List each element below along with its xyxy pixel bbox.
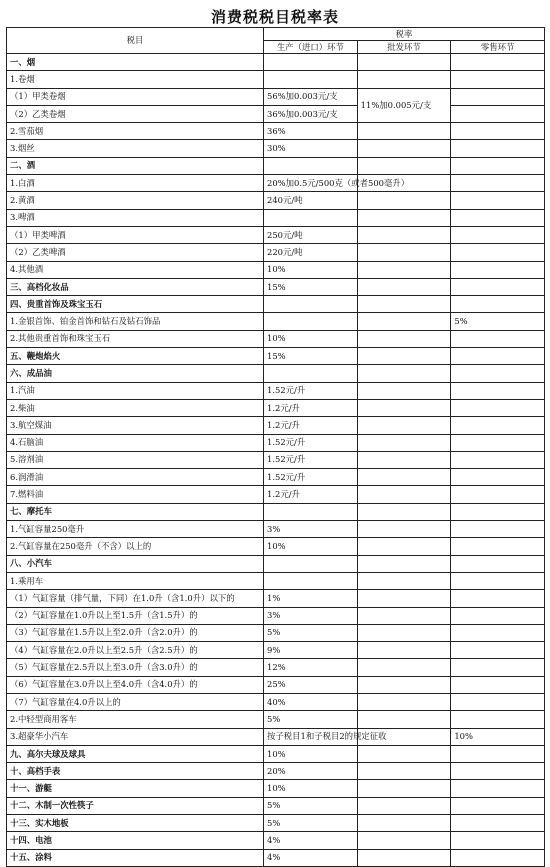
- retail-rate-cell: [451, 832, 545, 849]
- production-rate-cell: 4%: [264, 832, 358, 849]
- retail-rate-cell: [451, 590, 545, 607]
- tax-item-cell: 1.汽油: [7, 382, 264, 399]
- retail-rate-cell: [451, 797, 545, 814]
- wholesale-rate-cell: [357, 624, 451, 641]
- production-rate-cell: 10%: [264, 780, 358, 797]
- table-row: [7, 607, 545, 624]
- table-row: [7, 399, 545, 416]
- tax-item-cell: （1）甲类卷烟: [7, 88, 264, 105]
- production-rate-cell: 30%: [264, 140, 358, 157]
- table-row: [7, 780, 545, 797]
- tax-item-cell: 1.乘用车: [7, 572, 264, 589]
- wholesale-rate-cell: [357, 365, 451, 382]
- wholesale-rate-cell: [357, 503, 451, 520]
- table-row: [7, 521, 545, 538]
- retail-rate-cell: [451, 175, 545, 192]
- tax-item-cell: 1.卷烟: [7, 71, 264, 88]
- table-row: [7, 348, 545, 365]
- wholesale-rate-cell: [357, 261, 451, 278]
- retail-rate-cell: [451, 469, 545, 486]
- tax-item-cell: （1）甲类啤酒: [7, 226, 264, 243]
- production-rate-cell: 1.2元/升: [264, 399, 358, 416]
- retail-rate-cell: [451, 780, 545, 797]
- production-rate-cell: 5%: [264, 815, 358, 832]
- tax-item-cell: 3.烟丝: [7, 140, 264, 157]
- table-row: [7, 555, 545, 572]
- table-row: [7, 313, 545, 330]
- production-rate-cell: 25%: [264, 676, 358, 693]
- tax-item-cell: 2.气缸容量在250毫升（不含）以上的: [7, 538, 264, 555]
- tax-item-cell: （4）气缸容量在2.0升以上至2.5升（含2.5升）的: [7, 642, 264, 659]
- production-rate-cell: 1.52元/升: [264, 451, 358, 468]
- table-row: [7, 417, 545, 434]
- table-row: [7, 486, 545, 503]
- table-row: [7, 105, 545, 122]
- retail-rate-cell: [451, 607, 545, 624]
- tax-item-cell: 4.石脑油: [7, 434, 264, 451]
- production-rate-cell: 5%: [264, 711, 358, 728]
- production-rate-cell: 15%: [264, 278, 358, 295]
- table-row: [7, 244, 545, 261]
- wholesale-rate-cell: [357, 555, 451, 572]
- wholesale-rate-cell: [357, 140, 451, 157]
- table-row: [7, 693, 545, 710]
- production-rate-cell: 220元/吨: [264, 244, 358, 261]
- wholesale-rate-cell: [357, 54, 451, 71]
- production-rate-cell: 5%: [264, 797, 358, 814]
- table-row: [7, 676, 545, 693]
- retail-rate-cell: [451, 745, 545, 762]
- table-row: [7, 763, 545, 780]
- tax-item-cell: （5）气缸容量在2.5升以上至3.0升（含3.0升）的: [7, 659, 264, 676]
- wholesale-rate-cell: [357, 451, 451, 468]
- tax-item-cell: 1.金银首饰、铂金首饰和钻石及钻石饰品: [7, 313, 264, 330]
- table-row: [7, 157, 545, 174]
- wholesale-rate-cell: [357, 71, 451, 88]
- production-rate-cell: [264, 313, 358, 330]
- retail-rate-cell: [451, 434, 545, 451]
- retail-rate-cell: [451, 140, 545, 157]
- tax-item-cell: 八、小汽车: [7, 555, 264, 572]
- tax-item-cell: 7.燃料油: [7, 486, 264, 503]
- table-row: [7, 88, 545, 105]
- page-title: 消费税税目税率表: [210, 8, 339, 26]
- production-rate-cell: 5%: [264, 624, 358, 641]
- retail-rate-cell: [451, 192, 545, 209]
- wholesale-rate-cell: [357, 607, 451, 624]
- retail-rate-cell: [451, 123, 545, 140]
- tax-item-cell: 十五、涂料: [7, 849, 264, 866]
- retail-rate-cell: [451, 659, 545, 676]
- production-rate-cell: [264, 503, 358, 520]
- tax-item-cell: 十四、电池: [7, 832, 264, 849]
- retail-rate-cell: [451, 503, 545, 520]
- retail-rate-cell: [451, 157, 545, 174]
- tax-item-cell: 4.其他酒: [7, 261, 264, 278]
- retail-rate-cell: [451, 88, 545, 105]
- wholesale-rate-cell: [357, 192, 451, 209]
- table-row: [7, 849, 545, 866]
- retail-rate-cell: [451, 261, 545, 278]
- table-row: [7, 71, 545, 88]
- wholesale-rate-cell: [357, 330, 451, 347]
- tax-item-cell: 一、烟: [7, 54, 264, 71]
- table-row: [7, 140, 545, 157]
- wholesale-rate-cell: [357, 244, 451, 261]
- retail-rate-cell: [451, 296, 545, 313]
- table-row: [7, 278, 545, 295]
- wholesale-rate-cell: [357, 157, 451, 174]
- production-rate-cell: 10%: [264, 745, 358, 762]
- production-rate-cell: 3%: [264, 607, 358, 624]
- table-row: [7, 226, 545, 243]
- table-row: [7, 123, 545, 140]
- table-row: [7, 209, 545, 226]
- header-item: 税目: [7, 28, 264, 54]
- tax-item-cell: 2.柴油: [7, 399, 264, 416]
- retail-rate-cell: [451, 624, 545, 641]
- tax-item-cell: 2.黄酒: [7, 192, 264, 209]
- table-row: [7, 54, 545, 71]
- production-rate-cell: 1.2元/升: [264, 486, 358, 503]
- table-row: [7, 659, 545, 676]
- wholesale-rate-cell: [357, 832, 451, 849]
- wholesale-rate-cell: [357, 296, 451, 313]
- table-row: [7, 192, 545, 209]
- table-row: [7, 503, 545, 520]
- tax-item-cell: 6.润滑油: [7, 469, 264, 486]
- retail-rate-cell: [451, 676, 545, 693]
- table-row: [7, 832, 545, 849]
- tax-item-cell: （1）气缸容量（排气量，下同）在1.0升（含1.0升）以下的: [7, 590, 264, 607]
- table-row: [7, 296, 545, 313]
- retail-rate-cell: [451, 278, 545, 295]
- table-header-row-1: [7, 28, 545, 41]
- tax-rate-table: [6, 27, 545, 867]
- production-rate-cell: [264, 555, 358, 572]
- wholesale-rate-cell: [357, 590, 451, 607]
- tax-item-cell: 5.溶剂油: [7, 451, 264, 468]
- retail-rate-cell: [451, 521, 545, 538]
- production-rate-cell: [264, 157, 358, 174]
- production-rate-cell: 1.52元/升: [264, 382, 358, 399]
- retail-rate-cell: [451, 572, 545, 589]
- tax-item-cell: 十、高档手表: [7, 763, 264, 780]
- wholesale-rate-cell: [357, 763, 451, 780]
- production-rate-cell: 240元/吨: [264, 192, 358, 209]
- tax-item-cell: 九、高尔夫球及球具: [7, 745, 264, 762]
- tax-item-cell: 3.啤酒: [7, 209, 264, 226]
- retail-rate-cell: [451, 451, 545, 468]
- production-rate-cell: 250元/吨: [264, 226, 358, 243]
- production-rate-cell: 按子税目1和子税目2的规定征收: [264, 728, 358, 745]
- wholesale-rate-cell: [357, 209, 451, 226]
- wholesale-rate-cell: [357, 382, 451, 399]
- production-rate-cell: 20%: [264, 763, 358, 780]
- table-row: [7, 261, 545, 278]
- tax-item-cell: 2.其他贵重首饰和珠宝玉石: [7, 330, 264, 347]
- wholesale-rate-cell: 11%加0.005元/支: [357, 88, 451, 123]
- production-rate-cell: 40%: [264, 693, 358, 710]
- retail-rate-cell: [451, 348, 545, 365]
- production-rate-cell: 1%: [264, 590, 358, 607]
- retail-rate-cell: [451, 71, 545, 88]
- production-rate-cell: [264, 296, 358, 313]
- tax-item-cell: （6）气缸容量在3.0升以上至4.0升（含4.0升）的: [7, 676, 264, 693]
- tax-item-cell: 1.白酒: [7, 175, 264, 192]
- wholesale-rate-cell: [357, 642, 451, 659]
- retail-rate-cell: [451, 711, 545, 728]
- table-row: [7, 624, 545, 641]
- tax-item-cell: 2.中轻型商用客车: [7, 711, 264, 728]
- table-row: [7, 538, 545, 555]
- retail-rate-cell: [451, 209, 545, 226]
- header-retail: 零售环节: [451, 41, 545, 54]
- wholesale-rate-cell: [357, 538, 451, 555]
- tax-item-cell: 3.航空煤油: [7, 417, 264, 434]
- table-row: [7, 330, 545, 347]
- retail-rate-cell: [451, 849, 545, 866]
- production-rate-cell: 10%: [264, 538, 358, 555]
- production-rate-cell: 15%: [264, 348, 358, 365]
- tax-item-cell: 五、鞭炮焰火: [7, 348, 264, 365]
- retail-rate-cell: [451, 105, 545, 122]
- retail-rate-cell: [451, 226, 545, 243]
- tax-item-cell: 十一、游艇: [7, 780, 264, 797]
- wholesale-rate-cell: [357, 348, 451, 365]
- table-row: [7, 382, 545, 399]
- retail-rate-cell: 5%: [451, 313, 545, 330]
- production-rate-cell: 10%: [264, 330, 358, 347]
- production-rate-cell: [264, 572, 358, 589]
- tax-item-cell: 1.气缸容量250毫升: [7, 521, 264, 538]
- wholesale-rate-cell: [357, 123, 451, 140]
- production-rate-cell: 56%加0.003元/支: [264, 88, 358, 105]
- table-row: [7, 434, 545, 451]
- tax-item-cell: 十三、实木地板: [7, 815, 264, 832]
- wholesale-rate-cell: [357, 521, 451, 538]
- tax-item-cell: 六、成品油: [7, 365, 264, 382]
- tax-item-cell: 二、酒: [7, 157, 264, 174]
- wholesale-rate-cell: [357, 849, 451, 866]
- retail-rate-cell: 10%: [451, 728, 545, 745]
- table-row: [7, 175, 545, 192]
- production-rate-cell: 10%: [264, 261, 358, 278]
- retail-rate-cell: [451, 54, 545, 71]
- wholesale-rate-cell: [357, 780, 451, 797]
- tax-item-cell: 三、高档化妆品: [7, 278, 264, 295]
- production-rate-cell: 1.52元/升: [264, 434, 358, 451]
- tax-item-cell: （2）乙类卷烟: [7, 105, 264, 122]
- table-row: [7, 469, 545, 486]
- table-row: [7, 745, 545, 762]
- tax-item-cell: 七、摩托车: [7, 503, 264, 520]
- production-rate-cell: [264, 209, 358, 226]
- tax-item-cell: 3.超豪华小汽车: [7, 728, 264, 745]
- table-row: [7, 728, 545, 745]
- table-row: [7, 572, 545, 589]
- header-wholesale: 批发环节: [357, 41, 451, 54]
- table-row: [7, 797, 545, 814]
- table-row: [7, 365, 545, 382]
- wholesale-rate-cell: [357, 711, 451, 728]
- production-rate-cell: [264, 71, 358, 88]
- production-rate-cell: [264, 365, 358, 382]
- production-rate-cell: 3%: [264, 521, 358, 538]
- wholesale-rate-cell: [357, 486, 451, 503]
- tax-item-cell: （2）乙类啤酒: [7, 244, 264, 261]
- tax-item-cell: （2）气缸容量在1.0升以上至1.5升（含1.5升）的: [7, 607, 264, 624]
- production-rate-cell: 9%: [264, 642, 358, 659]
- tax-item-cell: （7）气缸容量在4.0升以上的: [7, 693, 264, 710]
- wholesale-rate-cell: [357, 399, 451, 416]
- table-row: [7, 711, 545, 728]
- tax-item-cell: （3）气缸容量在1.5升以上至2.0升（含2.0升）的: [7, 624, 264, 641]
- production-rate-cell: 4%: [264, 849, 358, 866]
- wholesale-rate-cell: [357, 572, 451, 589]
- tax-item-cell: 十二、木制一次性筷子: [7, 797, 264, 814]
- wholesale-rate-cell: [357, 659, 451, 676]
- wholesale-rate-cell: [357, 417, 451, 434]
- wholesale-rate-cell: [357, 676, 451, 693]
- retail-rate-cell: [451, 486, 545, 503]
- retail-rate-cell: [451, 555, 545, 572]
- retail-rate-cell: [451, 417, 545, 434]
- tax-item-cell: 四、贵重首饰及珠宝玉石: [7, 296, 264, 313]
- production-rate-cell: 1.2元/升: [264, 417, 358, 434]
- header-production: 生产（进口）环节: [264, 41, 358, 54]
- retail-rate-cell: [451, 244, 545, 261]
- production-rate-cell: 20%加0.5元/500克（或者500毫升）: [264, 175, 358, 192]
- table-row: [7, 642, 545, 659]
- table-row: [7, 451, 545, 468]
- production-rate-cell: 36%加0.003元/支: [264, 105, 358, 122]
- table-row: [7, 590, 545, 607]
- retail-rate-cell: [451, 365, 545, 382]
- retail-rate-cell: [451, 693, 545, 710]
- production-rate-cell: [264, 54, 358, 71]
- wholesale-rate-cell: [357, 434, 451, 451]
- wholesale-rate-cell: [357, 745, 451, 762]
- retail-rate-cell: [451, 642, 545, 659]
- table-row: [7, 815, 545, 832]
- production-rate-cell: 12%: [264, 659, 358, 676]
- wholesale-rate-cell: [357, 815, 451, 832]
- header-rate: 税率: [264, 28, 545, 41]
- retail-rate-cell: [451, 815, 545, 832]
- retail-rate-cell: [451, 330, 545, 347]
- retail-rate-cell: [451, 538, 545, 555]
- retail-rate-cell: [451, 399, 545, 416]
- production-rate-cell: 36%: [264, 123, 358, 140]
- wholesale-rate-cell: [357, 469, 451, 486]
- tax-item-cell: 2.雪茄烟: [7, 123, 264, 140]
- retail-rate-cell: [451, 763, 545, 780]
- wholesale-rate-cell: [357, 226, 451, 243]
- wholesale-rate-cell: [357, 693, 451, 710]
- wholesale-rate-cell: [357, 797, 451, 814]
- wholesale-rate-cell: [357, 278, 451, 295]
- retail-rate-cell: [451, 382, 545, 399]
- wholesale-rate-cell: [357, 313, 451, 330]
- production-rate-cell: 1.52元/升: [264, 469, 358, 486]
